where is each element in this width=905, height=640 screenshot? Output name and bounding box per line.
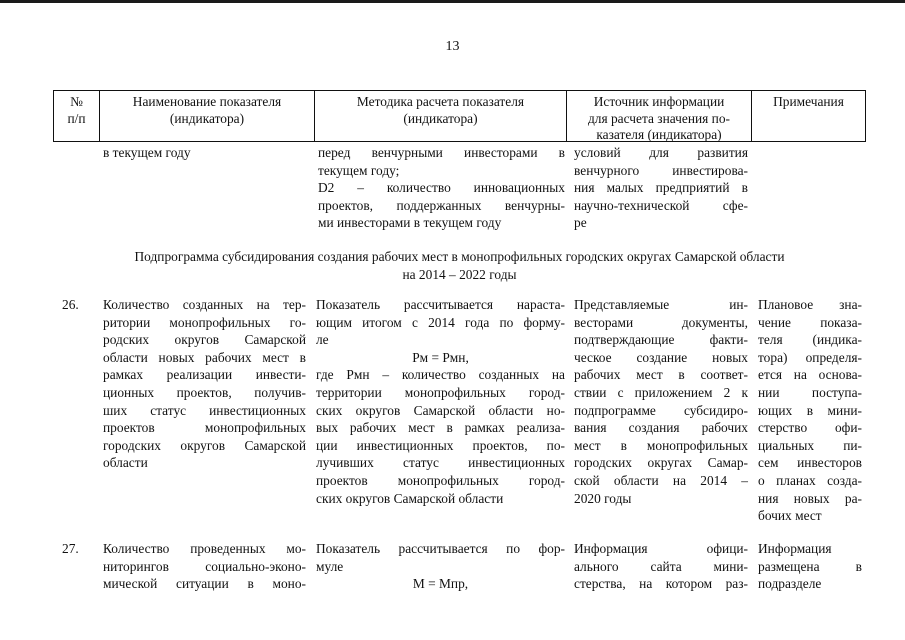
text-line: перед венчурными инвесторами в <box>318 145 565 160</box>
header-num-line1: № <box>70 94 83 109</box>
text-line: 2020 годы <box>574 490 632 506</box>
text-line: ритории монопрофильных го- <box>103 314 306 330</box>
text-line: теля (индика- <box>758 332 862 348</box>
header-name <box>99 91 314 141</box>
text-line: городских округах Самар- <box>574 455 748 471</box>
header-notes <box>751 91 865 141</box>
text-line: подтверждающие факти- <box>574 332 748 348</box>
row-27-source-cell <box>574 540 748 593</box>
text-line: подразделе <box>758 576 822 592</box>
text-line: где Pмн – количество созданных на <box>316 367 565 383</box>
row-27-notes-cell <box>758 540 862 593</box>
text-line: научно-технической сфе- <box>574 197 748 213</box>
formula: M = Mпр, <box>412 576 469 592</box>
header-method-line2: (индикатора) <box>403 110 478 126</box>
text-line: рабочих мест в соответ- <box>574 367 748 383</box>
text-line: Информация <box>758 541 832 556</box>
header-method-line1: Методика расчета показателя <box>356 94 525 109</box>
row-27-name-cell <box>103 540 306 593</box>
text-line: условий для развития <box>574 145 748 160</box>
text-line: лучивших статус инвестиционных <box>316 455 565 471</box>
text-line: территории монопрофильных город- <box>316 384 565 400</box>
text-line: ших статус инвестиционных <box>103 402 306 418</box>
header-num <box>54 91 99 141</box>
top-border-rule <box>0 0 905 3</box>
text-line: области новых рабочих мест в <box>103 349 306 365</box>
header-num-line2: п/п <box>67 110 86 126</box>
row-number: 27. <box>62 541 79 556</box>
table-header <box>53 90 866 142</box>
text-line: весторами документы, <box>574 314 748 330</box>
text-line: сем инвесторов <box>758 455 862 471</box>
header-method <box>314 91 566 141</box>
text-line: ре <box>574 215 587 231</box>
text-line: Информация офици- <box>574 541 748 556</box>
continuation-name-cell <box>103 144 313 162</box>
text-line: мест в монопрофильных <box>574 437 748 453</box>
header-source-line2: для расчета значения по- <box>587 110 730 126</box>
text-line: ального сайта мини- <box>574 558 748 574</box>
text-line: D2 – количество инновационных <box>318 180 565 196</box>
text-line: бочих мест <box>758 508 822 524</box>
text-line: мической ситуации в моно- <box>103 576 306 592</box>
text-line: Показатель рассчитывается по фор- <box>316 541 565 556</box>
row-26-num <box>62 296 98 314</box>
text-line: городских округов Самарской <box>103 437 306 453</box>
row-27-num <box>62 540 98 558</box>
text-line: ционных проектов, получив- <box>103 384 306 400</box>
text-line: ния новых ра- <box>758 490 862 506</box>
text-line: проектов монопрофильных город- <box>316 472 565 488</box>
text-line: ской области на 2014 – <box>574 472 748 488</box>
header-notes-line1: Примечания <box>773 94 844 109</box>
text-line: текущем году; <box>318 162 400 178</box>
text-line: чение показа- <box>758 314 862 330</box>
text-line: проектов монопрофильных <box>103 420 306 436</box>
text-line: Показатель рассчитывается нараста- <box>316 297 565 312</box>
text-line: ских округов Самарской области но- <box>316 402 565 418</box>
text-line: муле <box>316 558 344 574</box>
row-27-method-cell <box>316 540 565 593</box>
text-line: вых рабочих мест в рамках реализа- <box>316 420 565 436</box>
text-line: ющих в мини- <box>758 402 862 418</box>
text-line: венчурного инвестирова- <box>574 162 748 178</box>
text-line: ниторингов социально-эконо- <box>103 558 306 574</box>
row-26-name-cell <box>103 296 306 472</box>
text-line: стерство офи- <box>758 420 862 436</box>
text-line: ется на основа- <box>758 367 862 383</box>
header-name-line1: Наименование показателя <box>132 94 282 109</box>
text-line: в текущем году <box>103 145 191 160</box>
text-line: ческое создание новых <box>574 349 748 365</box>
text-line: стерства, на котором раз- <box>574 576 748 592</box>
text-line: ствии с приложением 2 к <box>574 384 748 400</box>
text-line: ле <box>316 332 329 348</box>
text-line: Представляемые ин- <box>574 297 748 312</box>
header-source-line3: казателя (индикатора) <box>596 127 722 142</box>
text-line: Плановое зна- <box>758 297 862 312</box>
subprogram-title-line1: Подпрограмма субсидирования создания рабочих мест в монопрофильных городских округах Самарской области <box>134 249 785 264</box>
row-26-source-cell <box>574 296 748 507</box>
row-26-notes-cell <box>758 296 862 525</box>
text-line: ния малых предприятий в <box>574 180 748 196</box>
text-line: нии поступа- <box>758 384 862 400</box>
text-line: ции инвестиционных проектов, по- <box>316 437 565 453</box>
text-line: ми инвесторами в текущем году <box>318 215 502 231</box>
text-line: размещена в <box>758 558 862 574</box>
text-line: рамках реализации инвести- <box>103 367 306 383</box>
subprogram-title-line2: на 2014 – 2022 годы <box>402 267 517 282</box>
text-line: ских округов Самарской области <box>316 490 504 506</box>
header-name-line2: (индикатора) <box>169 110 245 126</box>
text-line: о планах созда- <box>758 472 862 488</box>
continuation-method-cell <box>318 144 565 232</box>
text-line: проектов, поддержанных венчурны- <box>318 197 565 213</box>
text-line: области <box>103 455 148 471</box>
subprogram-title <box>53 248 866 284</box>
text-line: Количество созданных на тер- <box>103 297 306 312</box>
row-26-method-cell <box>316 296 565 507</box>
header-source-line1: Источник информации <box>593 94 725 109</box>
formula: Pм = Pмн, <box>412 349 469 365</box>
text-line: ющим итогом с 2014 года по форму- <box>316 314 565 330</box>
page-number: 13 <box>445 39 460 54</box>
row-number: 26. <box>62 297 79 312</box>
text-line: тора) определя- <box>758 349 862 365</box>
header-source <box>566 91 751 141</box>
text-line: Количество проведенных мо- <box>103 541 306 556</box>
text-line: циальных пи- <box>758 437 862 453</box>
text-line: подпрограмме субсидиро- <box>574 402 748 418</box>
continuation-source-cell <box>574 144 748 232</box>
text-line: вания создания рабочих <box>574 420 748 436</box>
text-line: родских округов Самарской <box>103 332 306 348</box>
